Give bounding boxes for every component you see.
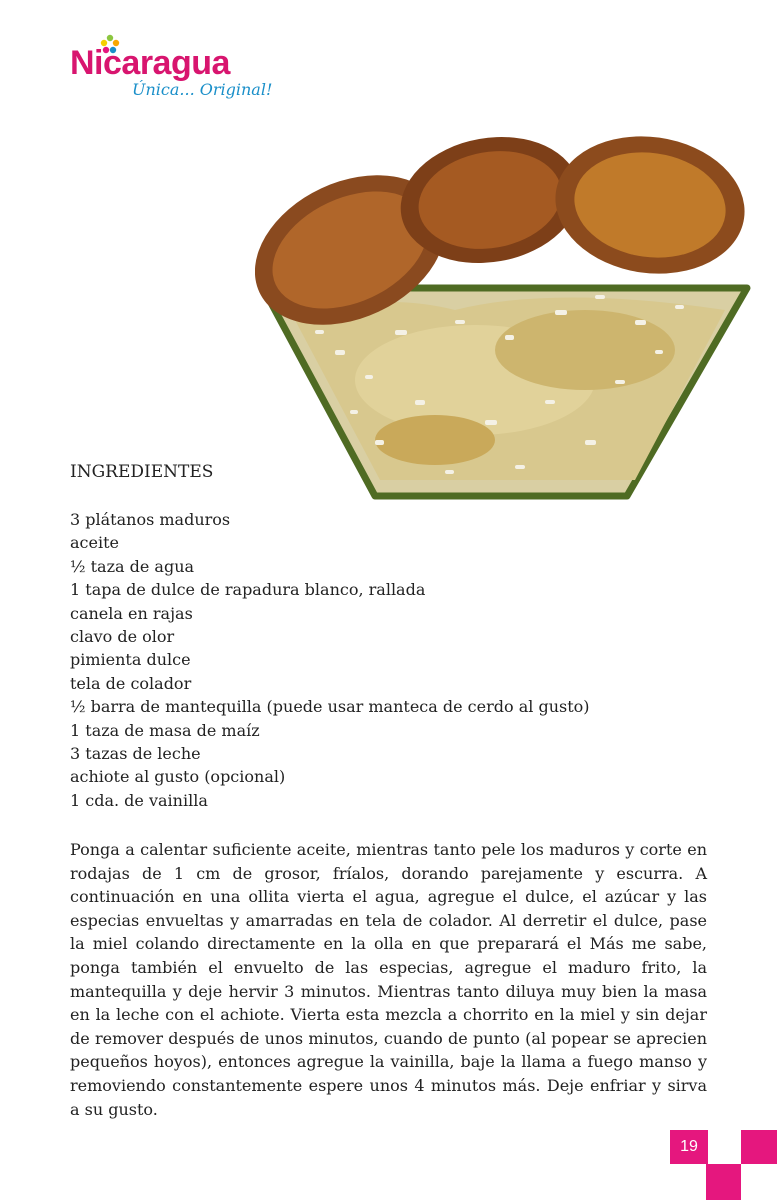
ingredients-list bbox=[70, 508, 590, 812]
list-item: 3 plátanos maduros bbox=[70, 510, 231, 529]
page-number: 19 bbox=[670, 1130, 708, 1164]
list-item: 1 tapa de dulce de rapadura blanco, rallada bbox=[70, 580, 426, 600]
list-item: canela en rajas bbox=[70, 603, 193, 623]
list-item: tela de colador bbox=[70, 673, 192, 693]
list-item: ½ barra de mantequilla (puede usar manteca de cerdo al gusto) bbox=[70, 697, 590, 717]
nicaragua-logo bbox=[70, 36, 300, 106]
list-item: ½ taza de agua bbox=[70, 556, 195, 576]
decorative-square bbox=[706, 1164, 741, 1200]
logo-wordmark: Nicaragua bbox=[70, 44, 230, 82]
decorative-square bbox=[741, 1130, 777, 1164]
list-item: clavo de olor bbox=[70, 627, 175, 647]
list-item: pimienta dulce bbox=[70, 650, 191, 670]
list-item: aceite bbox=[70, 533, 119, 553]
ingredients-heading: INGREDIENTES bbox=[70, 462, 214, 482]
list-item: achiote al gusto (opcional) bbox=[70, 767, 286, 787]
instructions-paragraph: Ponga a calentar suficiente aceite, mientras tanto pele los maduros y corte en rodajas de 1 cm de grosor, fríalos, dorando parejamente y escurra. A continuación en una ollita vierta el agua, agregue el dulce, el azúcar y las especias envueltas y amarradas en tela de colador. Al derretir el dulce, pase la miel colando directamente en la olla en que preparará el Más me sabe, ponga también el envuelto de las especias, agregue el maduro frito, la mantequilla y deje hervir 3 minutos. Mientras tanto diluya muy bien la masa en la leche con el achiote. Vierta esta mezcla a chorrito en la miel y sin dejar de remover después de unos minutos, cuando de punto (al popear se aprecien pequeños hoyos), entonces agregue la vainilla, baje la llama a fuego manso y removiendo constantemente espere unos 4 minutos más. Deje enfriar y sirva a su gusto. bbox=[70, 840, 707, 1119]
logo-tagline: Única... Original! bbox=[132, 80, 273, 99]
list-item: 1 taza de masa de maíz bbox=[70, 720, 260, 740]
list-item: 1 cda. de vainilla bbox=[70, 790, 208, 810]
list-item: 3 tazas de leche bbox=[70, 744, 201, 764]
maduros-dish-photo bbox=[255, 120, 755, 510]
